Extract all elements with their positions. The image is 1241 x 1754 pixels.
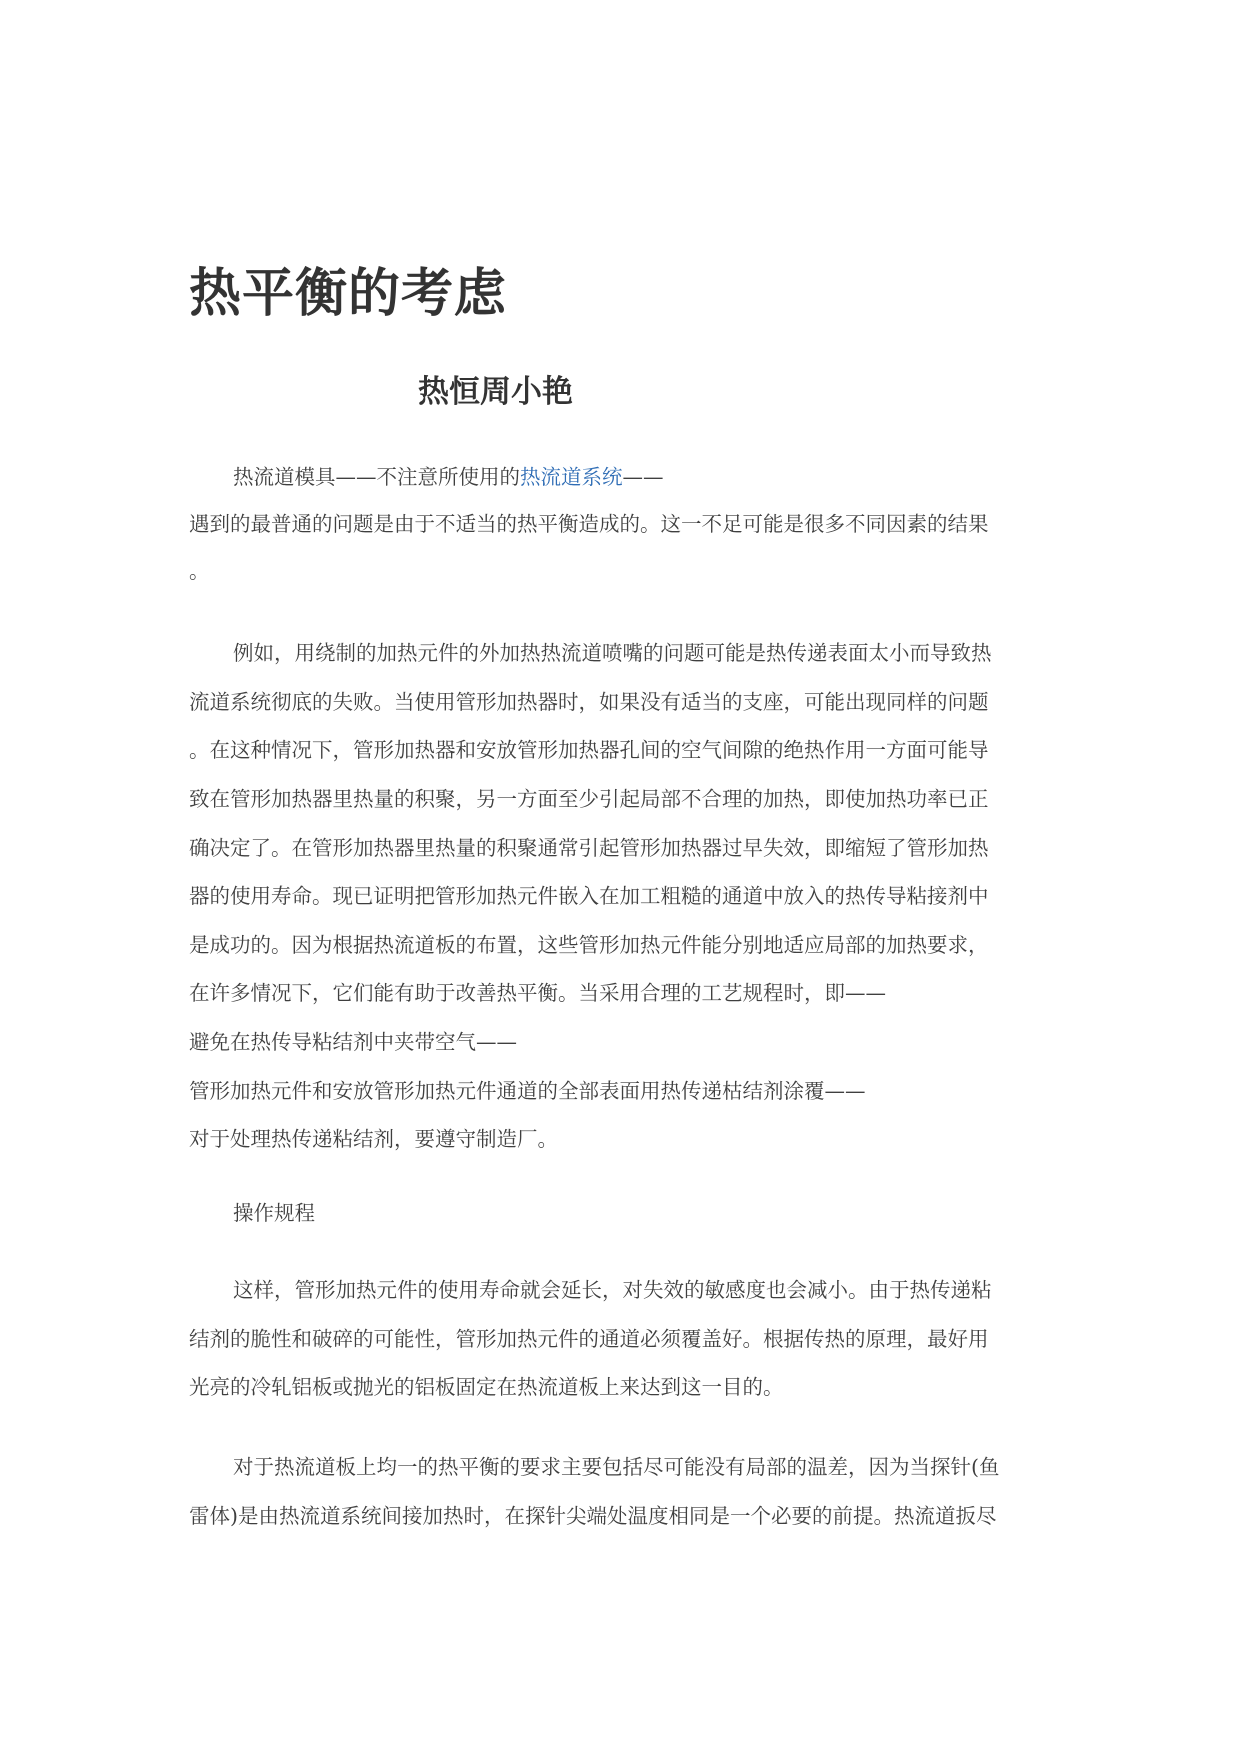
paragraph-1-line-2: 遇到的最普通的问题是由于不适当的热平衡造成的。这一不足可能是很多不同因素的结果 xyxy=(189,512,989,536)
hot-runner-system-link[interactable]: 热流道系统 xyxy=(520,465,623,489)
paragraph-4-line-3: 光亮的冷轧铝板或抛光的铝板固定在热流道板上来达到这一目的。 xyxy=(189,1375,784,1399)
paragraph-2-line-11: 对于处理热传递粘结剂，要遵守制造厂。 xyxy=(189,1127,558,1151)
author-line: 热恒周小艳 xyxy=(418,374,573,410)
paragraph-1-text-after-link: —— xyxy=(622,465,664,489)
paragraph-4-line-1: 这样，管形加热元件的使用寿命就会延长，对失效的敏感度也会减小。由于热传递粘 xyxy=(233,1278,992,1302)
paragraph-2-line-6: 器的使用寿命。现已证明把管形加热元件嵌入在加工粗糙的通道中放入的热传导粘接剂中 xyxy=(189,884,989,908)
paragraph-5-line-2: 雷体)是由热流道系统间接加热时，在探针尖端处温度相同是一个必要的前提。热流道扳尽 xyxy=(189,1504,997,1528)
paragraph-2-line-1: 例如，用绕制的加热元件的外加热热流道喷嘴的问题可能是热传递表面太小而导致热 xyxy=(233,641,992,665)
paragraph-3-line-1: 操作规程 xyxy=(233,1201,315,1225)
paragraph-2-line-4: 致在管形加热器里热量的积聚，另一方面至少引起局部不合理的加热，即使加热功率已正 xyxy=(189,787,989,811)
document-title: 热平衡的考虑 xyxy=(189,263,508,324)
paragraph-5-line-1: 对于热流道板上均一的热平衡的要求主要包括尽可能没有局部的温差，因为当探针(鱼 xyxy=(233,1455,1000,1479)
paragraph-2-line-10: 管形加热元件和安放管形加热元件通道的全部表面用热传递枯结剂涂覆—— xyxy=(189,1079,866,1103)
paragraph-1-text-before-link: 热流道模具——不注意所使用的 xyxy=(233,465,520,489)
paragraph-2-line-3: 。在这种情况下，管形加热器和安放管形加热器孔间的空气间隙的绝热作用一方面可能导 xyxy=(189,738,989,762)
paragraph-2-line-5: 确决定了。在管形加热器里热量的积聚通常引起管形加热器过早失效，即缩短了管形加热 xyxy=(189,836,989,860)
paragraph-2-line-8: 在许多情况下，它们能有助于改善热平衡。当采用合理的工艺规程时，即—— xyxy=(189,981,886,1005)
paragraph-2-line-9: 避免在热传导粘结剂中夹带空气—— xyxy=(189,1030,517,1054)
paragraph-1-line-3: 。 xyxy=(189,559,210,583)
paragraph-1-line-1 xyxy=(233,467,664,488)
paragraph-2-line-2: 流道系统彻底的失败。当使用管形加热器时，如果没有适当的支座，可能出现同样的问题 xyxy=(189,690,989,714)
paragraph-4-line-2: 结剂的脆性和破碎的可能性，管形加热元件的通道必须覆盖好。根据传热的原理，最好用 xyxy=(189,1327,989,1351)
paragraph-2-line-7: 是成功的。因为根据热流道板的布置，这些管形加热元件能分别地适应局部的加热要求， xyxy=(189,933,989,957)
